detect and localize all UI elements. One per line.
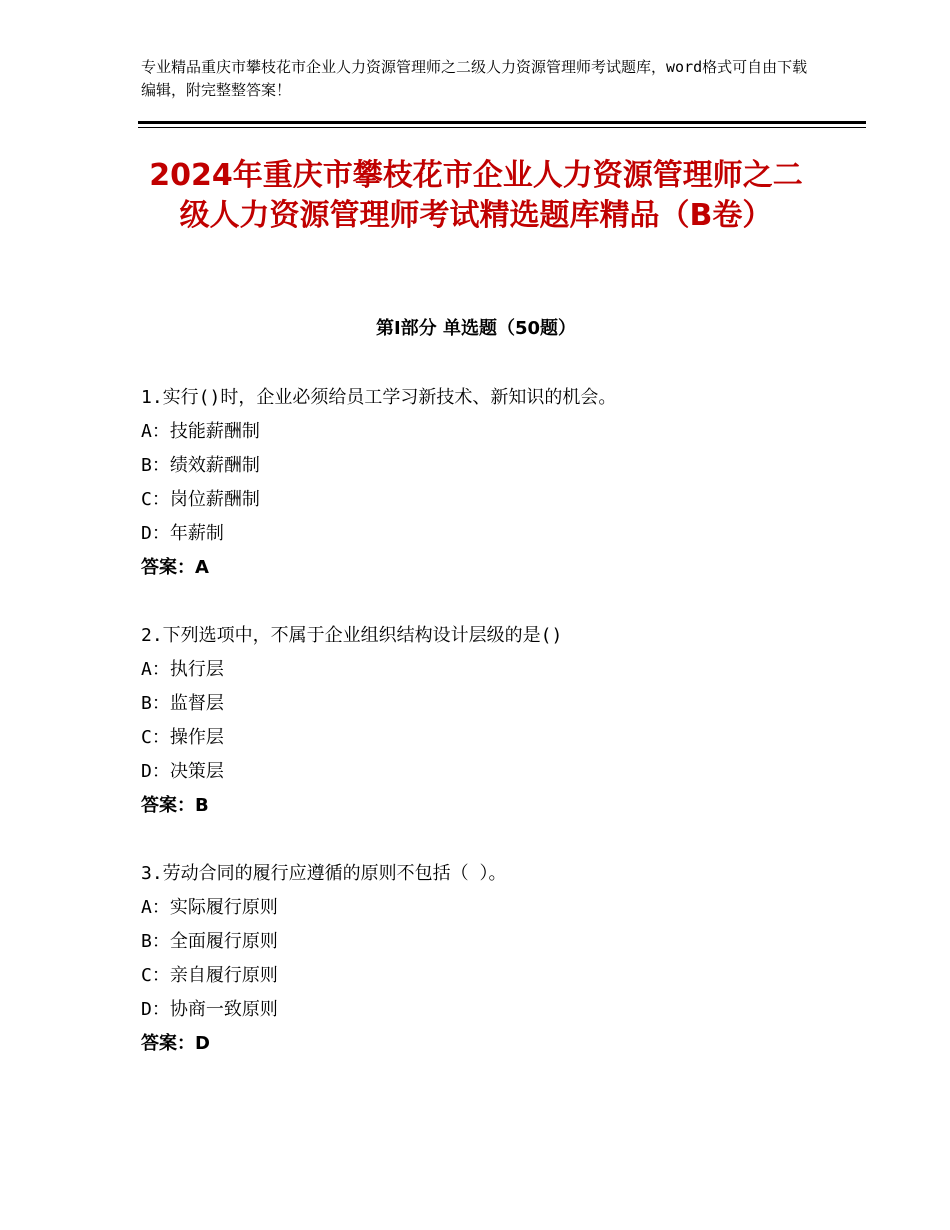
answer: 答案：A — [141, 557, 209, 578]
option-c: C：操作层 — [141, 727, 224, 748]
question-3 — [141, 857, 841, 1061]
option-b: B：监督层 — [141, 693, 224, 714]
option-c: C：岗位薪酬制 — [141, 489, 260, 510]
option-b: B：绩效薪酬制 — [141, 455, 260, 476]
option-d: D：年薪制 — [141, 523, 224, 544]
header-rule-thick — [138, 121, 866, 124]
option-d: D：协商一致原则 — [141, 999, 278, 1020]
header-rule-thin — [138, 127, 866, 128]
document-title: 2024年重庆市攀枝花市企业人力资源管理师之二级人力资源管理师考试精选题库精品（B卷） — [149, 158, 803, 233]
question-stem: 2.下列选项中，不属于企业组织结构设计层级的是() — [141, 625, 563, 646]
question-2 — [141, 619, 841, 823]
option-b: B：全面履行原则 — [141, 931, 278, 952]
question-stem: 3.劳动合同的履行应遵循的原则不包括（ ）。 — [141, 863, 507, 884]
question-stem: 1.实行()时，企业必须给员工学习新技术、新知识的机会。 — [141, 387, 617, 408]
header-note: 专业精品重庆市攀枝花市企业人力资源管理师之二级人力资源管理师考试题库，word格式可自由下载编辑，附完整整答案！ — [141, 58, 808, 99]
question-list — [141, 381, 841, 1095]
question-1 — [141, 381, 841, 585]
section-title: 第Ⅰ部分 单选题（50题） — [375, 318, 576, 339]
option-d: D：决策层 — [141, 761, 224, 782]
option-a: A：技能薪酬制 — [141, 421, 260, 442]
option-c: C：亲自履行原则 — [141, 965, 278, 986]
option-a: A：执行层 — [141, 659, 224, 680]
answer: 答案：B — [141, 795, 209, 816]
option-a: A：实际履行原则 — [141, 897, 278, 918]
answer: 答案：D — [141, 1033, 210, 1054]
